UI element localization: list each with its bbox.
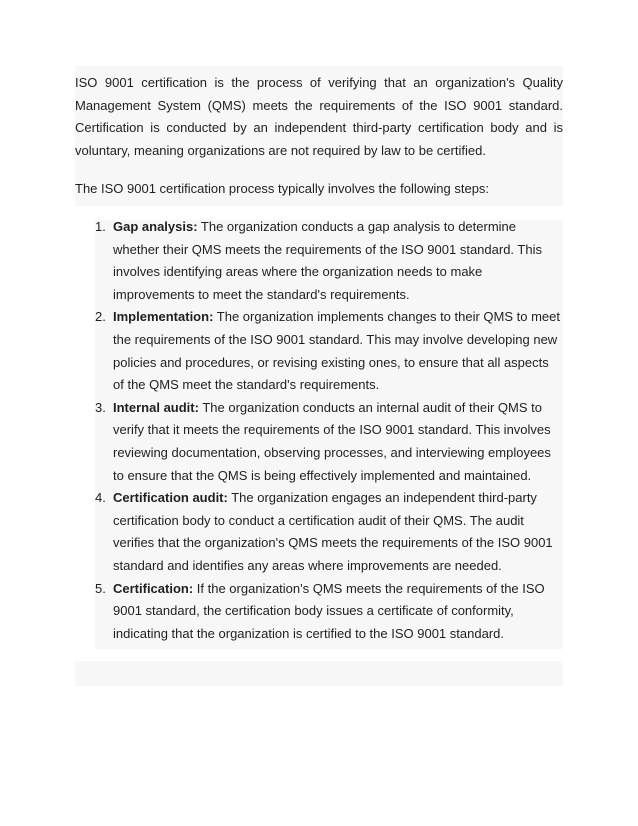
list-item xyxy=(95,578,563,646)
step-number: 2. xyxy=(95,309,106,325)
list-item xyxy=(95,397,563,487)
list-item xyxy=(95,216,563,306)
step-number: 5. xyxy=(95,580,106,596)
list-item xyxy=(95,306,563,396)
step-text: The organization conducts a gap analysis to determine whether their QMS meets the requirements of the ISO 9001 standard. This involves identifying areas where the organization needs to make improvements to meet the standard's requirements. xyxy=(113,219,542,302)
step-number: 3. xyxy=(95,399,106,415)
steps-list xyxy=(95,216,563,645)
step-text: The organization implements changes to their QMS to meet the requirements of the ISO 9001 standard. This may involve developing new policies and procedures, or revising existing ones, to ensure that all aspects of the QMS meet the standard's requirements. xyxy=(113,309,561,393)
step-title: Internal audit: xyxy=(113,399,199,415)
step-number: 4. xyxy=(95,490,106,506)
step-text: If the organization's QMS meets the requirements of the ISO 9001 standard, the certification body issues a certificate of conformity, indicating that the organization is certified to the ISO 9001 standard. xyxy=(113,580,545,641)
intro-paragraph: ISO 9001 certification is the process of verifying that an organization's Quality Management System (QMS) meets the requirements of the ISO 9001 standard. Certification is conducted by an independent third-party certification body and is voluntary, meaning organizations are not required by law to be certified. xyxy=(75,75,563,158)
list-item xyxy=(95,487,563,577)
step-text: The organization conducts an internal audit of their QMS to verify that it meets the requirements of the ISO 9001 standard. This involves reviewing documentation, observing processes, and interviewing employees to ensure that the QMS is being effectively implemented and maintained. xyxy=(113,399,551,483)
step-title: Gap analysis: xyxy=(113,219,198,234)
step-text: The organization engages an independent third-party certification body to conduct a certification audit of their QMS. The audit verifies that the organization's QMS meets the requirements of the ISO 9001 standard and identifies any areas where improvements are needed. xyxy=(113,490,553,573)
step-title: Certification: xyxy=(113,580,194,596)
step-number: 1. xyxy=(95,219,106,234)
lead-paragraph: The ISO 9001 certification process typically involves the following steps: xyxy=(75,181,490,196)
step-title: Certification audit: xyxy=(113,490,228,506)
empty-block xyxy=(75,661,563,686)
step-title: Implementation: xyxy=(113,309,214,325)
